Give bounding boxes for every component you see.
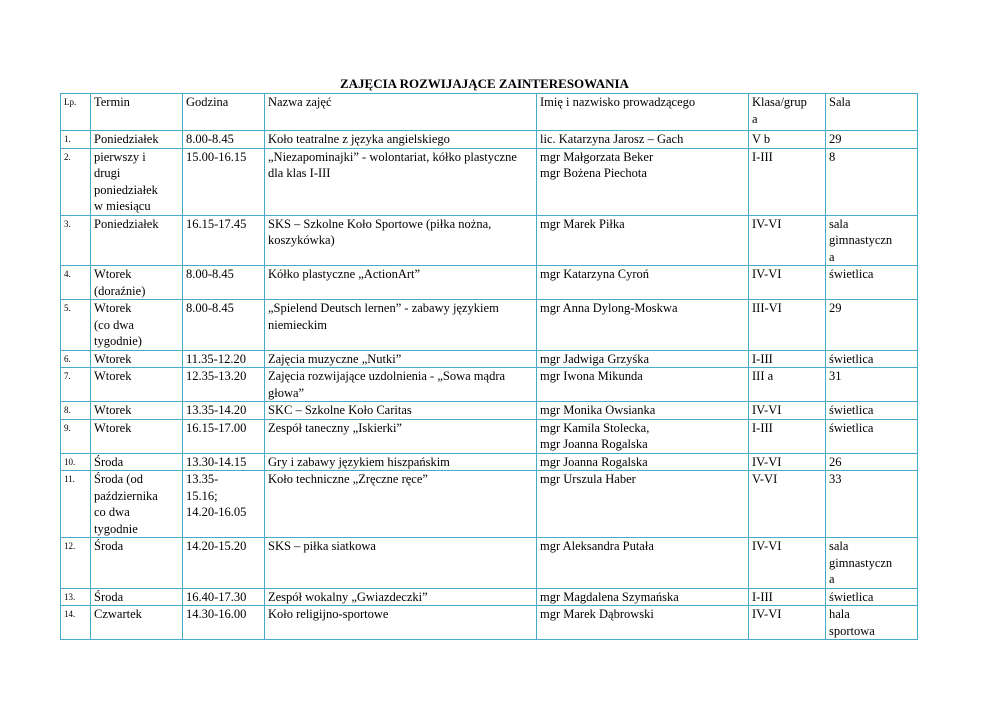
row-hour: 16.15-17.00 [183, 419, 265, 453]
row-room: świetlica [826, 266, 918, 300]
row-hour: 8.00-8.45 [183, 131, 265, 149]
row-term: Wtorek [91, 350, 183, 368]
row-class: V-VI [749, 471, 826, 538]
row-room: 29 [826, 131, 918, 149]
row-class: III-VI [749, 300, 826, 351]
row-class: I-III [749, 350, 826, 368]
table-row [61, 131, 918, 149]
row-term: pierwszy i drugi poniedziałek w miesiącu [91, 148, 183, 215]
row-hour: 8.00-8.45 [183, 300, 265, 351]
row-lp: 9. [61, 419, 91, 453]
row-teacher: lic. Katarzyna Jarosz – Gach [537, 131, 749, 149]
table-row [61, 606, 918, 640]
table-row [61, 588, 918, 606]
row-lp: 8. [61, 402, 91, 420]
document-title: ZAJĘCIA ROZWIJAJĄCE ZAINTERESOWANIA [340, 76, 629, 91]
schedule-table [60, 93, 918, 640]
row-lp: 4. [61, 266, 91, 300]
row-room: sala gimnastyczn a [826, 215, 918, 266]
table-row [61, 538, 918, 589]
row-lp: 11. [61, 471, 91, 538]
row-class: I-III [749, 588, 826, 606]
row-term: Wtorek [91, 419, 183, 453]
row-term: Środa [91, 588, 183, 606]
row-term: Poniedziałek [91, 215, 183, 266]
row-class: IV-VI [749, 402, 826, 420]
row-teacher: mgr Kamila Stolecka, mgr Joanna Rogalska [537, 419, 749, 453]
row-hour: 16.40-17.30 [183, 588, 265, 606]
row-hour: 13.35-14.20 [183, 402, 265, 420]
row-room: świetlica [826, 402, 918, 420]
row-hour: 15.00-16.15 [183, 148, 265, 215]
row-hour: 13.35- 15.16; 14.20-16.05 [183, 471, 265, 538]
row-term: Środa [91, 538, 183, 589]
row-teacher: mgr Małgorzata Beker mgr Bożena Piechota [537, 148, 749, 215]
row-term: Poniedziałek [91, 131, 183, 149]
row-lp: 2. [61, 148, 91, 215]
table-row [61, 300, 918, 351]
row-activity-name: Koło teatralne z języka angielskiego [265, 131, 537, 149]
header-lp: Lp. [61, 94, 91, 131]
row-hour: 12.35-13.20 [183, 368, 265, 402]
row-activity-name: Zespół taneczny „Iskierki” [265, 419, 537, 453]
row-activity-name: Zespół wokalny „Gwiazdeczki” [265, 588, 537, 606]
header-term: Termin [91, 94, 183, 131]
row-term: Wtorek (doraźnie) [91, 266, 183, 300]
row-room: sala gimnastyczn a [826, 538, 918, 589]
row-lp: 3. [61, 215, 91, 266]
row-activity-name: Kółko plastyczne „ActionArt” [265, 266, 537, 300]
row-activity-name: „Niezapominajki” - wolontariat, kółko plastyczne dla klas I-III [265, 148, 537, 215]
row-activity-name: Zajęcia muzyczne „Nutki” [265, 350, 537, 368]
row-room: 26 [826, 453, 918, 471]
row-activity-name: SKS – piłka siatkowa [265, 538, 537, 589]
row-room: 8 [826, 148, 918, 215]
row-term: Czwartek [91, 606, 183, 640]
row-class: I-III [749, 148, 826, 215]
row-teacher: mgr Joanna Rogalska [537, 453, 749, 471]
row-hour: 13.30-14.15 [183, 453, 265, 471]
row-term: Wtorek (co dwa tygodnie) [91, 300, 183, 351]
row-hour: 14.20-15.20 [183, 538, 265, 589]
table-row [61, 368, 918, 402]
header-hour: Godzina [183, 94, 265, 131]
row-room: świetlica [826, 588, 918, 606]
row-teacher: mgr Jadwiga Grzyśka [537, 350, 749, 368]
row-class: IV-VI [749, 453, 826, 471]
row-room: hala sportowa [826, 606, 918, 640]
row-term: Wtorek [91, 368, 183, 402]
table-body [61, 131, 918, 640]
row-class: V b [749, 131, 826, 149]
table-row [61, 402, 918, 420]
row-hour: 14.30-16.00 [183, 606, 265, 640]
row-lp: 5. [61, 300, 91, 351]
table-header-row [61, 94, 918, 131]
row-class: III a [749, 368, 826, 402]
row-lp: 14. [61, 606, 91, 640]
header-activity-name: Nazwa zajęć [265, 94, 537, 131]
row-activity-name: Koło religijno-sportowe [265, 606, 537, 640]
row-room: świetlica [826, 350, 918, 368]
row-class: I-III [749, 419, 826, 453]
row-activity-name: „Spielend Deutsch lernen” - zabawy językiem niemieckim [265, 300, 537, 351]
row-lp: 13. [61, 588, 91, 606]
row-teacher: mgr Urszula Haber [537, 471, 749, 538]
row-lp: 7. [61, 368, 91, 402]
header-class: Klasa/grup a [749, 94, 826, 131]
row-class: IV-VI [749, 538, 826, 589]
header-room: Sala [826, 94, 918, 131]
row-teacher: mgr Anna Dylong-Moskwa [537, 300, 749, 351]
table-row [61, 350, 918, 368]
row-teacher: mgr Iwona Mikunda [537, 368, 749, 402]
row-term: Środa [91, 453, 183, 471]
row-activity-name: SKS – Szkolne Koło Sportowe (piłka nożna, koszykówka) [265, 215, 537, 266]
row-lp: 6. [61, 350, 91, 368]
table-row [61, 215, 918, 266]
row-teacher: mgr Katarzyna Cyroń [537, 266, 749, 300]
row-hour: 11.35-12.20 [183, 350, 265, 368]
table-row [61, 471, 918, 538]
row-class: IV-VI [749, 606, 826, 640]
table-row [61, 419, 918, 453]
row-hour: 16.15-17.45 [183, 215, 265, 266]
row-teacher: mgr Marek Dąbrowski [537, 606, 749, 640]
row-room: 31 [826, 368, 918, 402]
row-lp: 10. [61, 453, 91, 471]
row-activity-name: Koło techniczne „Zręczne ręce” [265, 471, 537, 538]
table-row [61, 266, 918, 300]
row-teacher: mgr Monika Owsianka [537, 402, 749, 420]
row-room: świetlica [826, 419, 918, 453]
row-activity-name: Gry i zabawy językiem hiszpańskim [265, 453, 537, 471]
row-teacher: mgr Magdalena Szymańska [537, 588, 749, 606]
row-activity-name: SKC – Szkolne Koło Caritas [265, 402, 537, 420]
row-teacher: mgr Marek Piłka [537, 215, 749, 266]
row-room: 33 [826, 471, 918, 538]
row-teacher: mgr Aleksandra Putała [537, 538, 749, 589]
row-term: Środa (od października co dwa tygodnie [91, 471, 183, 538]
row-term: Wtorek [91, 402, 183, 420]
row-lp: 1. [61, 131, 91, 149]
row-room: 29 [826, 300, 918, 351]
row-class: IV-VI [749, 215, 826, 266]
row-hour: 8.00-8.45 [183, 266, 265, 300]
row-activity-name: Zajęcia rozwijające uzdolnienia - „Sowa mądra głowa” [265, 368, 537, 402]
table-row [61, 453, 918, 471]
table-row [61, 148, 918, 215]
header-teacher: Imię i nazwisko prowadzącego [537, 94, 749, 131]
row-class: IV-VI [749, 266, 826, 300]
row-lp: 12. [61, 538, 91, 589]
